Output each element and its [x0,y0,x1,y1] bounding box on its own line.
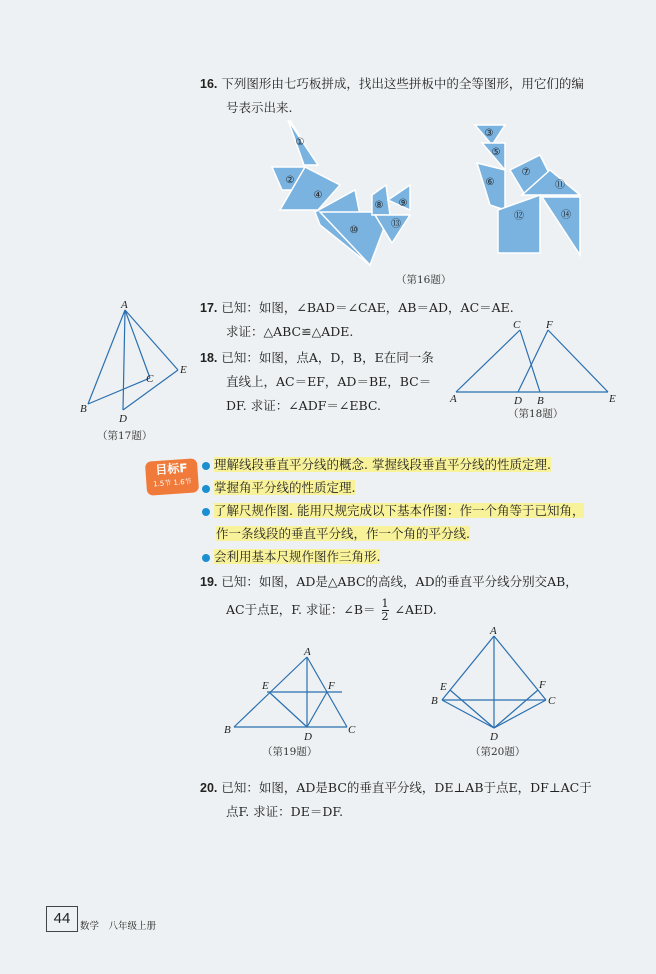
goal-item: 了解尺规作图. 能用尺规完成以下基本作图：作一个角等于已知角， [202,501,584,519]
svg-text:B: B [224,724,231,736]
svg-text:D: D [304,731,312,743]
svg-text:A: A [304,646,311,658]
svg-text:F: F [546,319,553,331]
svg-text:⑭: ⑭ [561,210,571,221]
bullet-icon [202,508,210,516]
q18-caption: （第18题） [508,408,564,420]
svg-text:⑥: ⑥ [485,177,495,188]
q20-text: 20. 已知：如图，AD是BC的垂直平分线，DE⊥AB于点E，DF⊥AC于 [200,780,592,795]
svg-text:B: B [431,695,438,707]
q17-line2: 求证：△ABC≌△ADE. [226,324,354,339]
fraction: $\frac{1}{2}$ [381,597,389,623]
q17-line1: 已知：如图，∠BAD＝∠CAE，AB＝AD，AC＝AE. [221,300,514,315]
goal-badge-title: 目标F [154,460,188,478]
svg-text:⑨: ⑨ [398,198,408,209]
bullet-icon [202,485,210,493]
goal-item: 会利用基本尺规作图作三角形. [202,547,380,565]
svg-text:D: D [490,731,498,743]
svg-text:D: D [119,413,127,425]
bullet-icon [202,554,210,562]
book-title: 数学 八年级上册 [80,921,157,932]
svg-text:F: F [328,680,335,692]
q18-line3: DF. 求证：∠ADF＝∠EBC. [226,398,381,413]
q20-line1: 已知：如图，AD是BC的垂直平分线，DE⊥AB于点E，DF⊥AC于 [221,780,592,795]
goal-item: 掌握角平分线的性质定理. [202,478,355,496]
q20-caption: （第20题） [470,746,526,758]
svg-text:C: C [146,373,154,385]
svg-text:⑬: ⑬ [391,219,401,230]
goal-item-continued: 作一条线段的垂直平分线，作一个角的平分线. [216,526,470,541]
svg-text:C: C [348,724,356,736]
q19-line1: 已知：如图，AD是△ABC的高线，AD的垂直平分线分别交AB， [221,574,578,589]
svg-text:D: D [514,395,522,407]
q16-number: 16. [200,77,218,91]
q18-figure [448,316,623,408]
svg-text:E: E [609,393,616,405]
q18-text: 18. 已知：如图，点A，D，B，E在同一条 [200,350,434,365]
svg-text:⑦: ⑦ [521,167,531,178]
svg-text:E: E [440,681,447,693]
svg-text:③: ③ [484,128,494,139]
q17-text: 17. 已知：如图，∠BAD＝∠CAE，AB＝AD，AC＝AE. [200,300,514,315]
q16-text [200,72,584,96]
goal-badge [145,458,199,496]
tangram-figures [260,115,590,270]
q20-figure [428,624,563,744]
q16-line2: 号表示出来. [226,100,293,115]
svg-text:②: ② [285,175,295,186]
q17-caption: （第17题） [97,430,153,442]
svg-text:B: B [80,403,87,415]
q18-line2: 直线上，AC＝EF，AD＝BE，BC＝ [226,374,432,389]
svg-text:B: B [537,395,544,407]
q18-line1: 已知：如图，点A，D，B，E在同一条 [221,350,434,365]
svg-text:A: A [450,393,457,405]
q19-text: 19. 已知：如图，AD是△ABC的高线，AD的垂直平分线分别交AB， [200,574,578,589]
q16-caption: （第16题） [396,274,452,286]
svg-text:C: C [513,319,521,331]
q20-line2: 点F. 求证：DE＝DF. [226,804,344,819]
q19-figure [222,645,362,745]
svg-text:⑪: ⑪ [555,180,565,191]
tangram-label-1: ① [295,137,305,148]
svg-text:C: C [548,695,556,707]
svg-text:A: A [490,625,497,637]
svg-text:E: E [180,364,187,376]
svg-text:⑤: ⑤ [491,147,501,158]
q19-line2: AC于点E，F. 求证：∠B＝ $\frac{1}{2}$ ∠AED. [226,597,437,623]
svg-text:④: ④ [313,190,323,201]
bullet-icon [202,462,210,470]
page-number: 44 [46,906,78,932]
svg-text:E: E [262,680,269,692]
goal-badge-sub: 1.5节 1.6节 [152,477,192,489]
q19-caption: （第19题） [262,746,318,758]
q17-figure [78,300,198,428]
svg-text:A: A [121,300,128,311]
svg-text:⑫: ⑫ [514,211,524,222]
svg-text:⑧: ⑧ [374,200,384,211]
goal-item: 理解线段垂直平分线的概念. 掌握线段垂直平分线的性质定理. [202,455,551,473]
svg-text:F: F [539,679,546,691]
svg-text:⑩: ⑩ [349,225,359,236]
q16-line1: 下列图形由七巧板拼成，找出这些拼板中的全等图形，用它们的编 [221,76,584,91]
